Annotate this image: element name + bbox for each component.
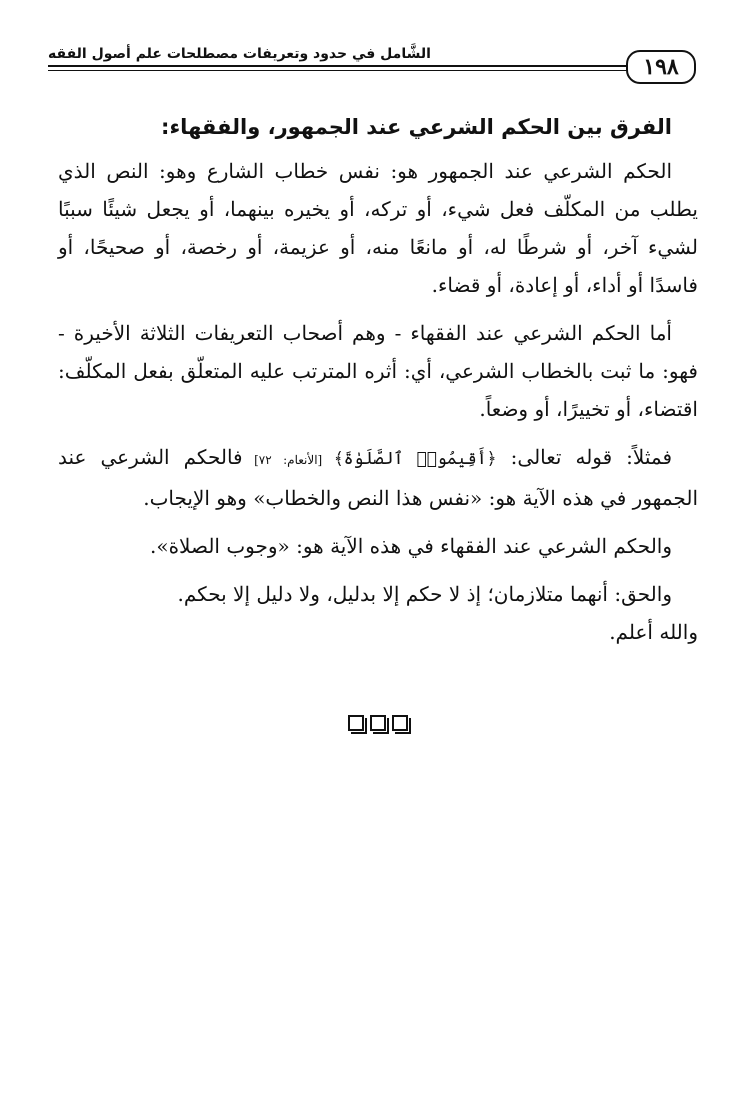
verse-reference: [الأنعام: ٧٢]	[242, 453, 334, 467]
section-heading: الفرق بين الحكم الشرعي عند الجمهور، والفقهاء:	[161, 115, 672, 139]
header-rule-thin	[48, 70, 628, 71]
header-rule-thick	[48, 65, 628, 67]
example-lead: فمثلاً: قوله تعالى:	[496, 445, 673, 469]
paragraph-conclusion: والحق: أنهما متلازمان؛ إذ لا حكم إلا بدليل، ولا دليل إلا بحكم.	[177, 582, 672, 606]
quran-verse: ﴿أَقِيمُوا۟ ٱلصَّلَوٰةَ﴾	[333, 449, 497, 469]
square-ornament-icon	[348, 715, 364, 731]
paragraph-jumhur-definition: الحكم الشرعي عند الجمهور هو: نفس خطاب الشارع وهو: النص الذي يطلب من المكلّف فعل شيء، أو تركه، أو يخيره بينهما، أو يجعل شيئًا سببًا لشيء آخر، أو شرطًا له، أو مانعًا منه، أو عزيمة، أو رخصة، أو صحيحًا، أو فاسدًا أو أداء، أو إعادة، أو قضاء.	[58, 159, 699, 297]
section-end-ornament	[0, 715, 755, 731]
running-header	[48, 40, 696, 90]
closing-phrase: والله أعلم.	[609, 620, 698, 644]
page-body	[58, 108, 698, 651]
paragraph-fuqaha-definition: أما الحكم الشرعي عند الفقهاء - وهم أصحاب التعريفات الثلاثة الأخيرة - فهو: ما ثبت بالخطاب الشرعي، أي: أثره المترتب عليه المتعلّق بفعل المكلّف: اقتضاء، أو تخييرًا، أو وضعاً.	[58, 321, 698, 421]
paragraph-fuqaha-example: والحكم الشرعي عند الفقهاء في هذه الآية هو: «وجوب الصلاة».	[149, 534, 672, 558]
running-title: الشَّامل في حدود وتعريفات مصطلحات علم أصول الفقه	[48, 46, 431, 62]
square-ornament-icon	[392, 715, 408, 731]
page-number: ١٩٨	[626, 50, 696, 84]
paragraph-example	[58, 438, 698, 517]
example-rest: فالحكم الشرعي عند الجمهور في هذه الآية هو: «نفس هذا النص والخطاب» وهو الإيجاب.	[58, 445, 698, 510]
square-ornament-icon	[370, 715, 386, 731]
